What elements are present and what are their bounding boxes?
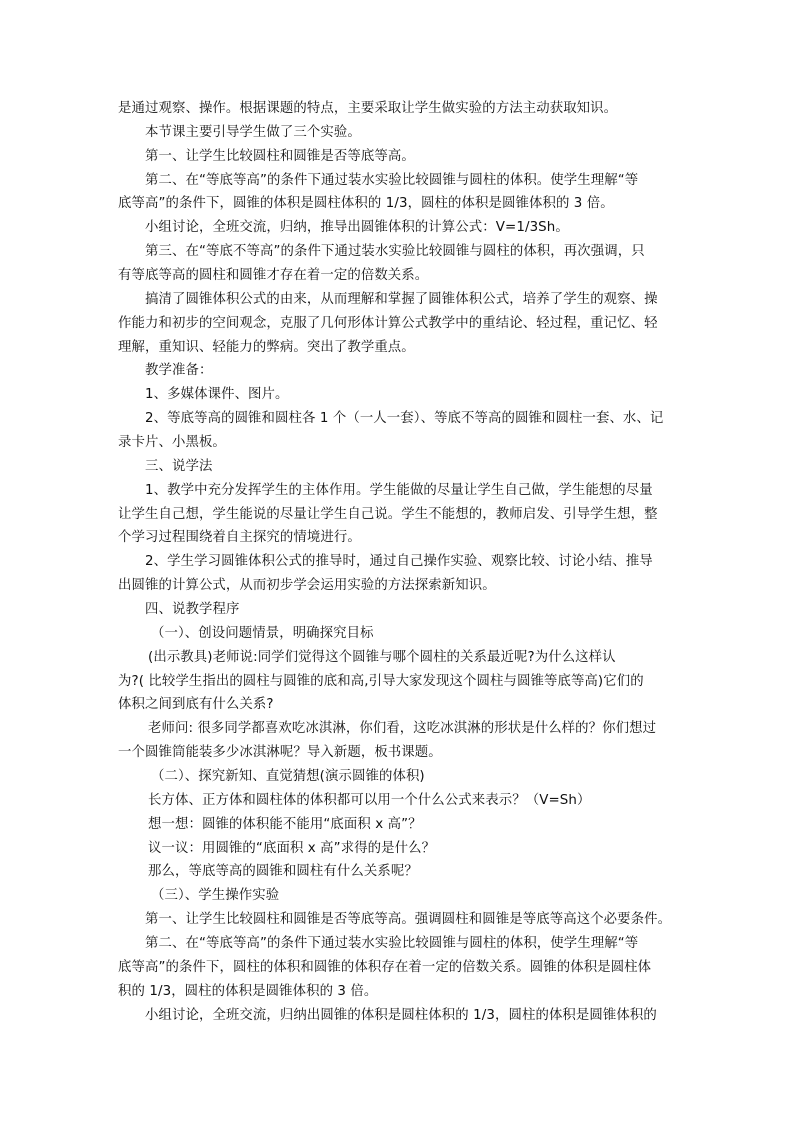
text-line: 底等高”的条件下，圆锥的体积是圆柱体积的 1/3，圆柱的体积是圆锥体积的 3 倍。 bbox=[118, 196, 614, 211]
text-line: 小组讨论，全班交流，归纳，推导出圆锥体积的计算公式：V=1/3Sh。 bbox=[145, 220, 569, 235]
text-line: 四、说教学程序 bbox=[145, 602, 240, 617]
text-line: 让学生自己想，学生能说的尽量让学生自己说。学生不能想的，教师启发、引导学生想，整 bbox=[118, 507, 658, 522]
text-line: 一个圆锥筒能装多少冰淇淋呢？导入新题，板书课题。 bbox=[118, 745, 442, 760]
text-line: （一）、创设问题情景，明确探究目标 bbox=[151, 626, 374, 641]
text-line: 体积之间到底有什么关系? bbox=[118, 697, 274, 712]
text-line: 第二、在“等底等高”的条件下通过装水实验比较圆锥与圆柱的体积。使学生理解“等 bbox=[145, 173, 639, 188]
text-line: 第三、在“等底不等高”的条件下通过装水实验比较圆锥与圆柱的体积，再次强调，只 bbox=[145, 244, 645, 259]
text-line: 1、教学中充分发挥学生的主体作用。学生能做的尽量让学生自己做，学生能想的尽量 bbox=[145, 483, 653, 498]
text-line: 理解，重知识、轻能力的弊病。突出了教学重点。 bbox=[118, 340, 415, 355]
text-line: 第二、在“等底等高”的条件下通过装水实验比较圆锥与圆柱的体积，使学生理解“等 bbox=[145, 936, 639, 951]
text-line: 出圆锥的计算公式，从而初步学会运用实验的方法探索新知识。 bbox=[118, 578, 496, 593]
text-line: 搞清了圆锥体积公式的由来，从而理解和掌握了圆锥体积公式，培养了学生的观察、操 bbox=[145, 292, 658, 307]
text-line: 2、学生学习圆锥体积公式的推导时，通过自己操作实验、观察比较、讨论小结、推导 bbox=[145, 554, 653, 569]
text-line: 议一议：用圆锥的“底面积 x 高”求得的是什么？ bbox=[148, 841, 436, 856]
text-line: 老师问: 很多同学都喜欢吃冰淇淋，你们看，这吃冰淇淋的形状是什么样的？你们想过 bbox=[148, 721, 657, 736]
text-line: 有等底等高的圆柱和圆锥才存在着一定的倍数关系。 bbox=[118, 268, 429, 283]
text-line: 想一想：圆锥的体积能不能用“底面积 x 高”？ bbox=[148, 817, 422, 832]
text-line: 教学准备： bbox=[145, 363, 213, 378]
text-line: 第一、让学生比较圆柱和圆锥是否等底等高。 bbox=[145, 149, 415, 164]
text-line: 作能力和初步的空间观念，克服了几何形体计算公式教学中的重结论、轻过程，重记忆、轻 bbox=[118, 316, 658, 331]
text-line: 是通过观察、操作。根据课题的特点，主要采取让学生做实验的方法主动获取知识。 bbox=[118, 101, 618, 116]
text-line: 第一、让学生比较圆柱和圆锥是否等底等高。强调圆柱和圆锥是等底等高这个必要条件。 bbox=[145, 912, 672, 927]
text-line: (出示教具)老师说:同学们觉得这个圆锥与哪个圆柱的关系最近呢?为什么这样认 bbox=[148, 650, 616, 665]
text-line: （三）、学生操作实验 bbox=[151, 888, 280, 903]
text-line: 积的 1/3，圆柱的体积是圆锥体积的 3 倍。 bbox=[118, 984, 378, 999]
text-line: 小组讨论，全班交流，归纳出圆锥的体积是圆柱体积的 1/3，圆柱的体积是圆锥体积的 bbox=[145, 1008, 657, 1023]
text-line: （二）、探究新知、直觉猜想(演示圆锥的体积) bbox=[151, 769, 425, 784]
text-line: 本节课主要引导学生做了三个实验。 bbox=[145, 125, 361, 140]
text-line: 录卡片、小黑板。 bbox=[118, 435, 226, 450]
text-line: 为?( 比较学生指出的圆柱与圆锥的底和高,引导大家发现这个圆柱与圆锥等底等高)它们的 bbox=[118, 674, 644, 689]
text-line: 长方体、正方体和圆柱体的体积都可以用一个什么公式来表示？（V=Sh） bbox=[148, 793, 591, 808]
text-line: 1、多媒体课件、图片。 bbox=[145, 387, 289, 402]
text-line: 底等高”的条件下，圆柱的体积和圆锥的体积存在着一定的倍数关系。圆锥的体积是圆柱体 bbox=[118, 960, 652, 975]
text-line: 三、说学法 bbox=[145, 459, 213, 474]
text-line: 2、等底等高的圆锥和圆柱各 1 个（一人一套）、等底不等高的圆锥和圆柱一套、水、记 bbox=[145, 411, 664, 426]
text-line: 那么，等底等高的圆锥和圆柱有什么关系呢？ bbox=[148, 864, 418, 879]
text-line: 个学习过程围绕着自主探究的情境进行。 bbox=[118, 530, 361, 545]
